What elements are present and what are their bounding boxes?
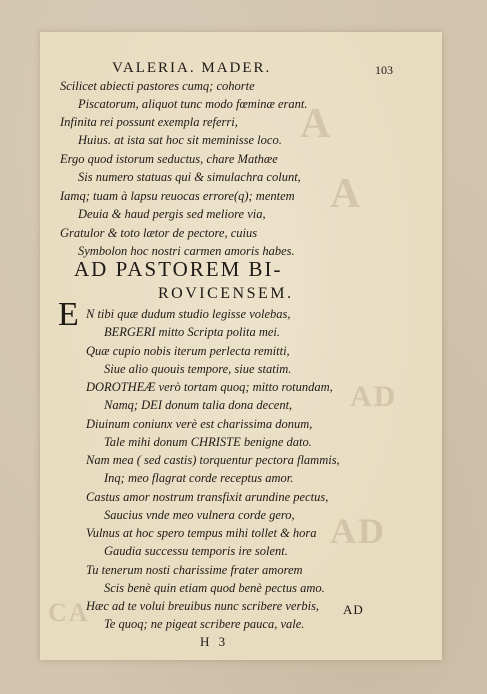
page-number: 103 — [375, 63, 393, 77]
running-head: VALERIA. MADER. — [112, 60, 272, 76]
poem-line: Castus amor nostrum transfixit arundine pectus, — [86, 490, 329, 504]
poem-line: Symbolon hoc nostri carmen amoris habes. — [78, 244, 295, 258]
poem-line: Deuia & haud pergis sed meliore via, — [78, 207, 266, 221]
poem-line: Huius. at ista sat hoc sit meminisse loco. — [78, 133, 282, 147]
poem-line: N tibi quæ dudum studio legisse volebas, — [86, 307, 291, 321]
poem-line: Quæ cupio nobis iterum perlecta remitti, — [86, 344, 290, 358]
poem-line: Iamq; tuam à lapsu reuocas errore(q); mentem — [60, 189, 295, 203]
poem-line: Namq; DEI donum talia dona decent, — [104, 398, 293, 412]
poem-line: Infinita rei possunt exempla referri, — [60, 115, 238, 129]
poem-line: Siue alio quouis tempore, siue statim. — [104, 362, 292, 376]
poem-line: Ergo quod istorum seductus, chare Mathæe — [60, 152, 278, 166]
poem-line: Gratulor & toto lætor de pectore, cuius — [60, 226, 258, 240]
poem-line: Tu tenerum nosti charissime frater amorem — [86, 563, 303, 577]
poem-line: Gaudia successu temporis ire solent. — [104, 544, 288, 558]
poem-line: Hæc ad te volui breuibus nunc scribere verbis, — [86, 599, 320, 613]
poem-line: Te quoq; ne pigeat scribere pauca, vale. — [104, 617, 305, 631]
show-through-text: AD — [350, 380, 398, 413]
poem-line: Nam mea ( sed castis) torquentur pectora flammis, — [86, 453, 340, 467]
show-through-text: AD — [330, 511, 386, 551]
poem-line: BERGERI mitto Scripta polita mei. — [104, 325, 281, 339]
poem-line: Scilicet abiecti pastores cumq; cohorte — [60, 79, 255, 93]
poem-line: Scis benè quin etiam quod benè pectus amo. — [104, 581, 325, 595]
poem-line: Sis numero statuas qui & simulachra colunt, — [78, 170, 301, 184]
catchword: AD — [343, 602, 364, 617]
poem-line: Diuinum coniunx verè est charissima donum, — [86, 417, 313, 431]
poem-line: Piscatorum, aliquot tunc modo fœminæ erant. — [78, 97, 308, 111]
poem-line: Tale mihi donum CHRISTE benigne dato. — [104, 435, 312, 449]
poem-line: Inq; meo flagrat corde receptus amor. — [104, 471, 294, 485]
drop-initial: E — [58, 296, 79, 333]
section-title-continued: ROVICENSEM. — [158, 285, 294, 302]
show-through-text: A — [300, 101, 333, 147]
show-through-text: CA — [48, 598, 90, 627]
poem-line: Saucius vnde meo vulnera corde gero, — [104, 508, 295, 522]
poem-line: Vulnus at hoc spero tempus mihi tollet & hora — [86, 526, 317, 540]
poem-line: DOROTHEÆ verò tortam quoq; mitto rotundam, — [86, 380, 333, 394]
signature-mark: H 3 — [200, 634, 229, 649]
section-title: AD PASTOREM BI- — [74, 257, 283, 281]
show-through-text: A — [330, 171, 363, 217]
